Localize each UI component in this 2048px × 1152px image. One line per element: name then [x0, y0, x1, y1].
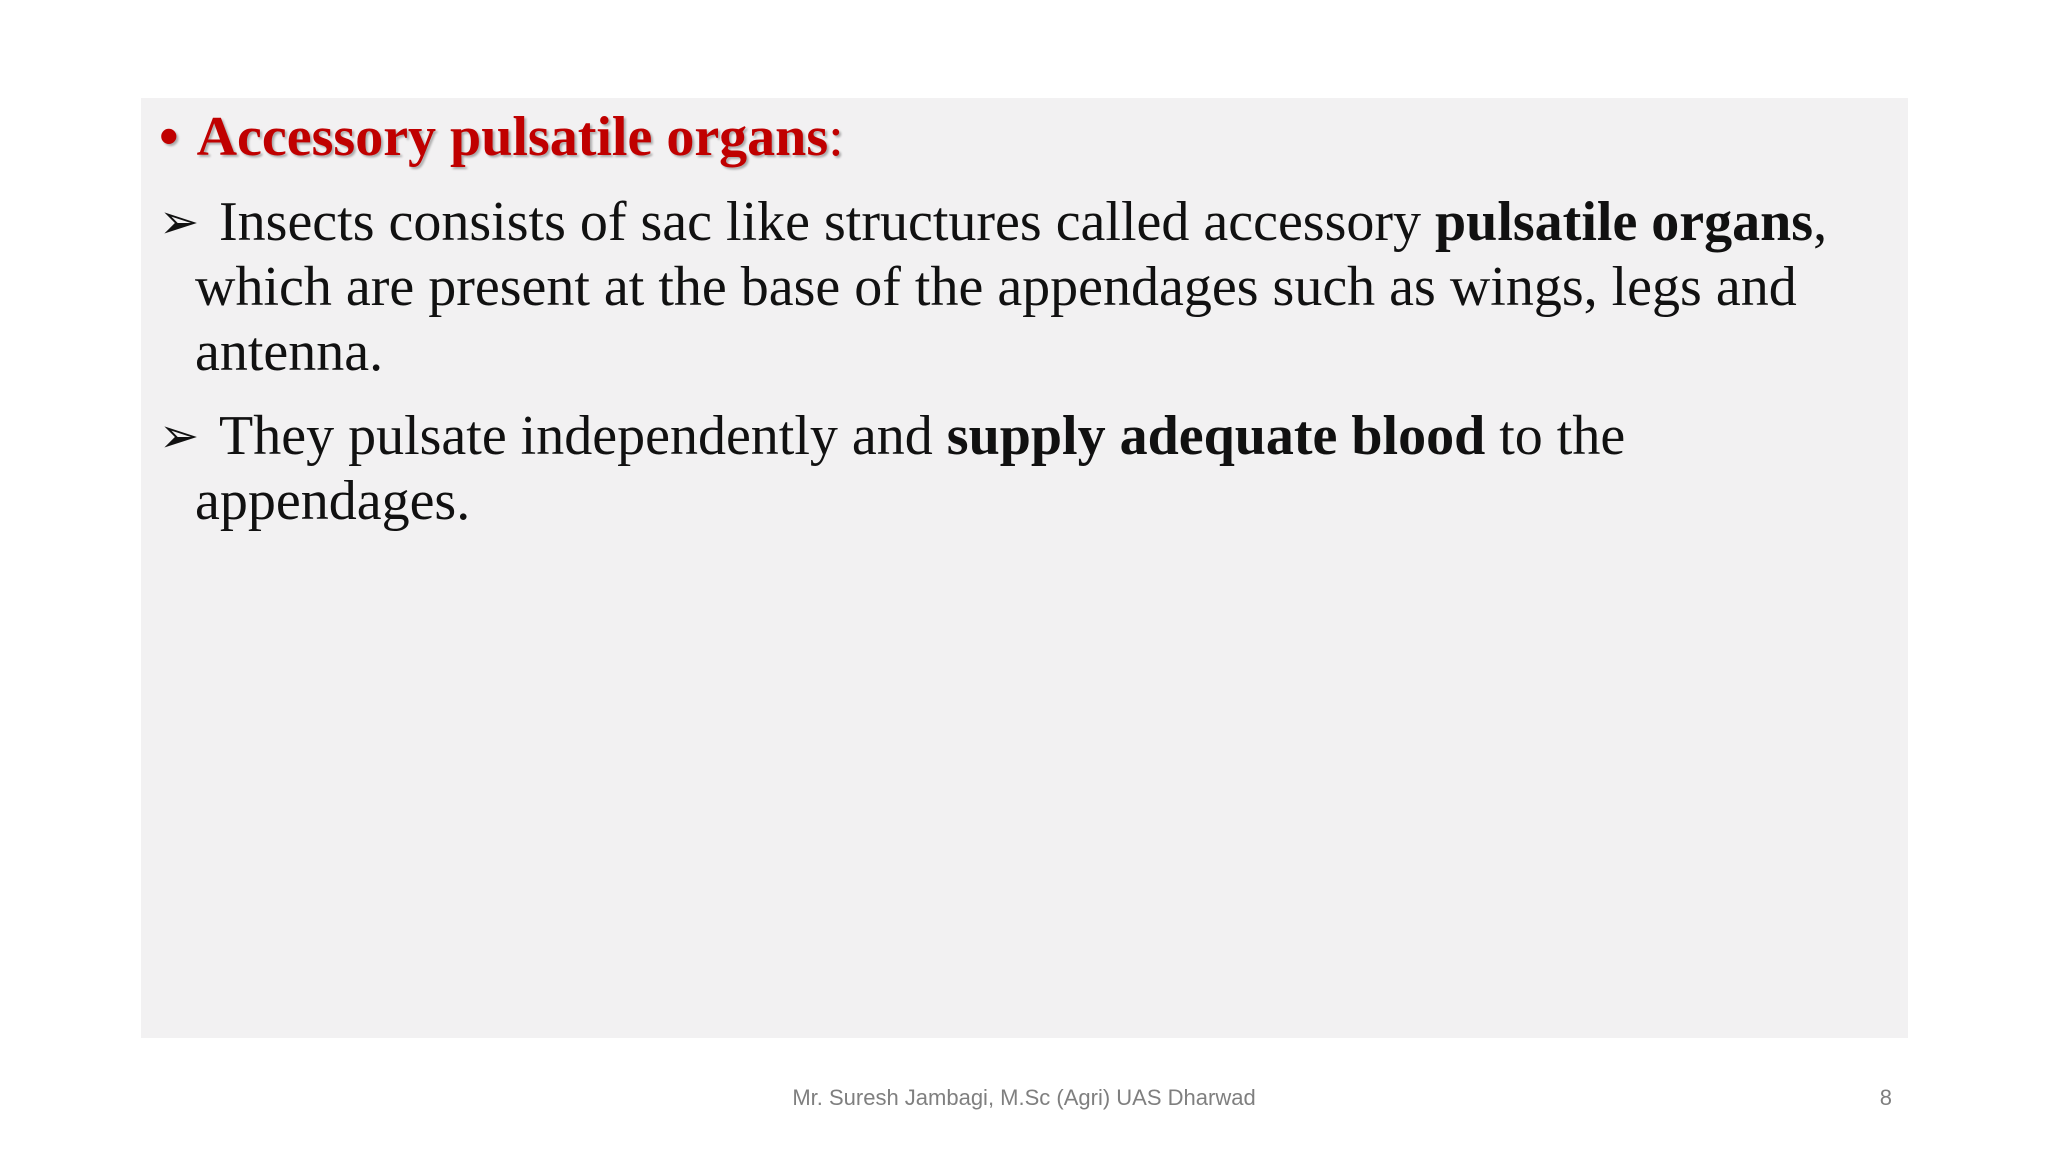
point-text: Insects consists of sac like structures called accessory pulsatile organs, which are present at the base of the appendages such as wings, legs and antenna.: [195, 191, 1828, 383]
bullet-point-2: [159, 404, 1879, 534]
page-number: 8: [1879, 1085, 1892, 1110]
arrow-bullet-icon: ➢: [159, 410, 200, 463]
heading-colon: :: [828, 106, 844, 168]
content-box: [141, 98, 1908, 1038]
slide-heading: [159, 104, 844, 171]
bullet-point-1: [159, 190, 1879, 385]
heading-title: Accessory pulsatile organs: [196, 106, 829, 168]
bold-term: pulsatile organs: [1435, 191, 1814, 253]
bullet-icon: •: [159, 106, 179, 168]
footer-author: Mr. Suresh Jambagi, M.Sc (Agri) UAS Dharwad: [792, 1085, 1256, 1110]
arrow-bullet-icon: ➢: [159, 196, 200, 249]
bold-term: supply adequate blood: [946, 405, 1486, 467]
point-text: They pulsate independently and supply adequate blood to the appendages.: [195, 405, 1626, 532]
